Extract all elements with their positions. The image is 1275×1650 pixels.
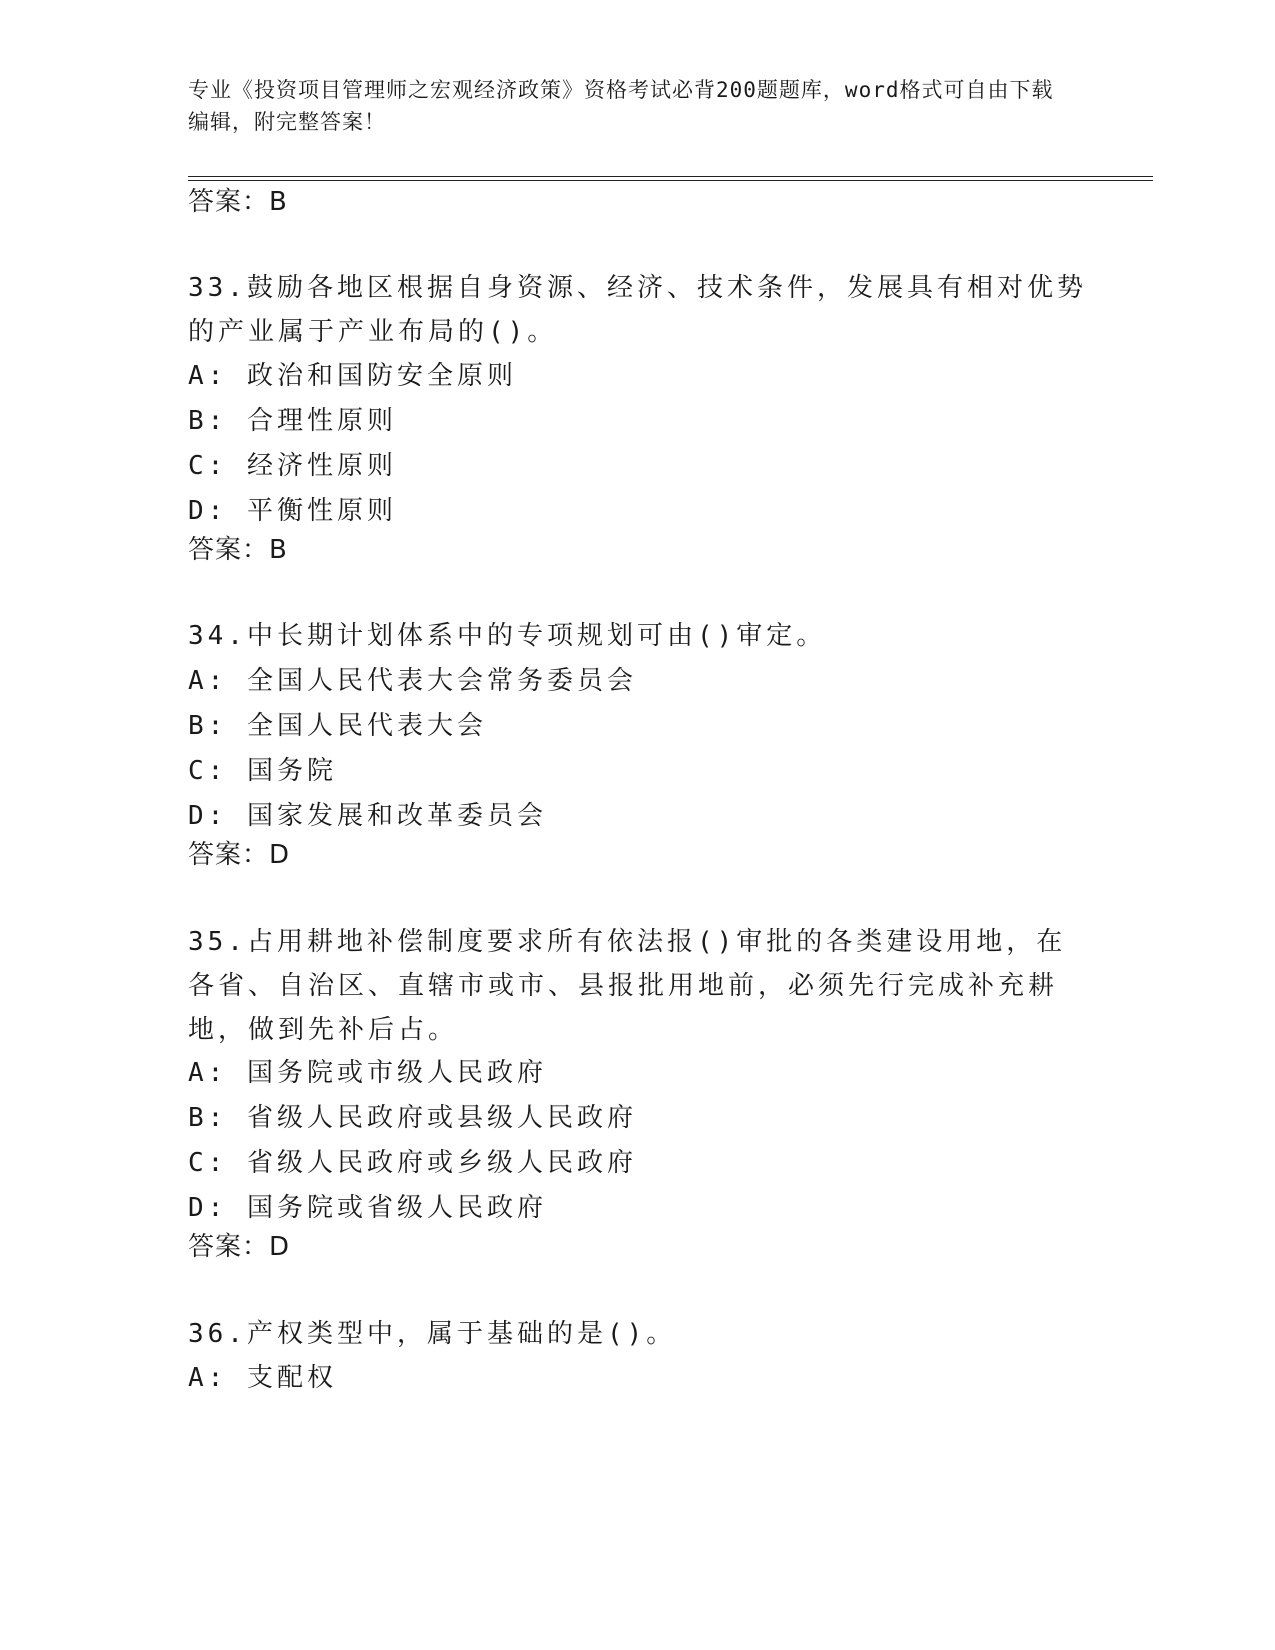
question-35-stem: 35.占用耕地补偿制度要求所有依法报()审批的各类建设用地，在各省、自治区、直辖市或市、县报批用地前，必须先行完成补充耕地，做到先补后占。	[188, 927, 1067, 1045]
option-d: D: 国家发展和改革委员会	[188, 801, 547, 831]
question-33-stem: 33.鼓励各地区根据自身资源、经济、技术条件，发展具有相对优势的产业属于产业布局的()。	[188, 273, 1087, 347]
header-divider	[188, 176, 1153, 181]
option-d: D: 平衡性原则	[188, 496, 397, 526]
question-36-options	[188, 1356, 1088, 1401]
option-b: B: 全国人民代表大会	[188, 711, 487, 741]
option-c: C: 国务院	[188, 756, 337, 786]
answer-35: 答案：D	[188, 1232, 291, 1262]
question-36-stem: 36.产权类型中，属于基础的是()。	[188, 1319, 677, 1349]
question-35-options	[188, 1051, 1088, 1231]
document-header: 专业《投资项目管理师之宏观经济政策》资格考试必背200题题库，word格式可自由下载编辑，附完整答案！	[188, 78, 1054, 134]
option-d: D: 国务院或省级人民政府	[188, 1193, 547, 1223]
option-a: A: 国务院或市级人民政府	[188, 1058, 547, 1088]
answer-33: 答案：B	[188, 535, 288, 565]
option-b: B: 合理性原则	[188, 406, 397, 436]
answer-34: 答案：D	[188, 840, 291, 870]
question-34-options	[188, 659, 1088, 839]
option-a: A: 全国人民代表大会常务委员会	[188, 666, 637, 696]
option-b: B: 省级人民政府或县级人民政府	[188, 1103, 637, 1133]
question-33-options	[188, 354, 1088, 534]
option-a: A: 支配权	[188, 1363, 337, 1393]
option-c: C: 经济性原则	[188, 451, 397, 481]
answer-32: 答案：B	[188, 187, 288, 217]
option-c: C: 省级人民政府或乡级人民政府	[188, 1148, 637, 1178]
question-34-stem: 34.中长期计划体系中的专项规划可由()审定。	[188, 621, 827, 651]
option-a: A: 政治和国防安全原则	[188, 361, 517, 391]
